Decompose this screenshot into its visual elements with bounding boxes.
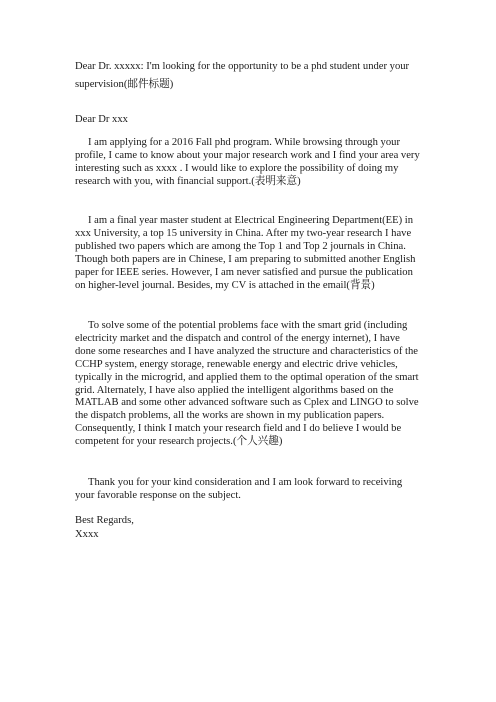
paragraph-interest: To solve some of the potential problems face with the smart grid (including electricity market and the dispatch and control of the energy internet), I have done some researches and I have analyzed the structure and characteristics of the CCHP system, energy storage, renewable energy and electric drive vehicles, typically in the microgrid, and applied them to the optimal operation of the smart grid. Alternately, I have also applied the intelligent algorithms based on the MATLAB and some other advanced software such as Cplex and LINGO to solve the dispatch problems, all the works are shown in my publication papers. Consequently, I think I match your research field and I do believe I would be competent for your research projects.(个人兴趣) [75, 320, 419, 448]
paragraph-intent: I am applying for a 2016 Fall phd program. While browsing through your profile, I came to know about your major research work and I find your area very interesting such as xxxx . I would like to explore the possibility of doing my research with you, with financial support.(表明来意) [75, 137, 420, 187]
email-subject: Dear Dr. xxxxx: I'm looking for the opportunity to be a phd student under your supervision(邮件标题) [75, 61, 410, 90]
greeting: Dear Dr xxx [75, 114, 128, 125]
paragraph-background: I am a final year master student at Electrical Engineering Department(EE) in xxx University, a top 15 university in China. After my two-year research I have published two papers which are among the Top 1 and Top 2 journals in China. Though both papers are in Chinese, I am preparing to submitted another English paper for IEEE series. However, I am never satisfied and pursue the publication on higher-level journal. Besides, my CV is attached in the email(背景) [75, 215, 416, 291]
closing: Best Regards, [75, 515, 134, 526]
signature: Xxxx [75, 529, 99, 540]
paragraph-thanks: Thank you for your kind consideration and I am look forward to receiving your favorable response on the subject. [75, 477, 403, 501]
